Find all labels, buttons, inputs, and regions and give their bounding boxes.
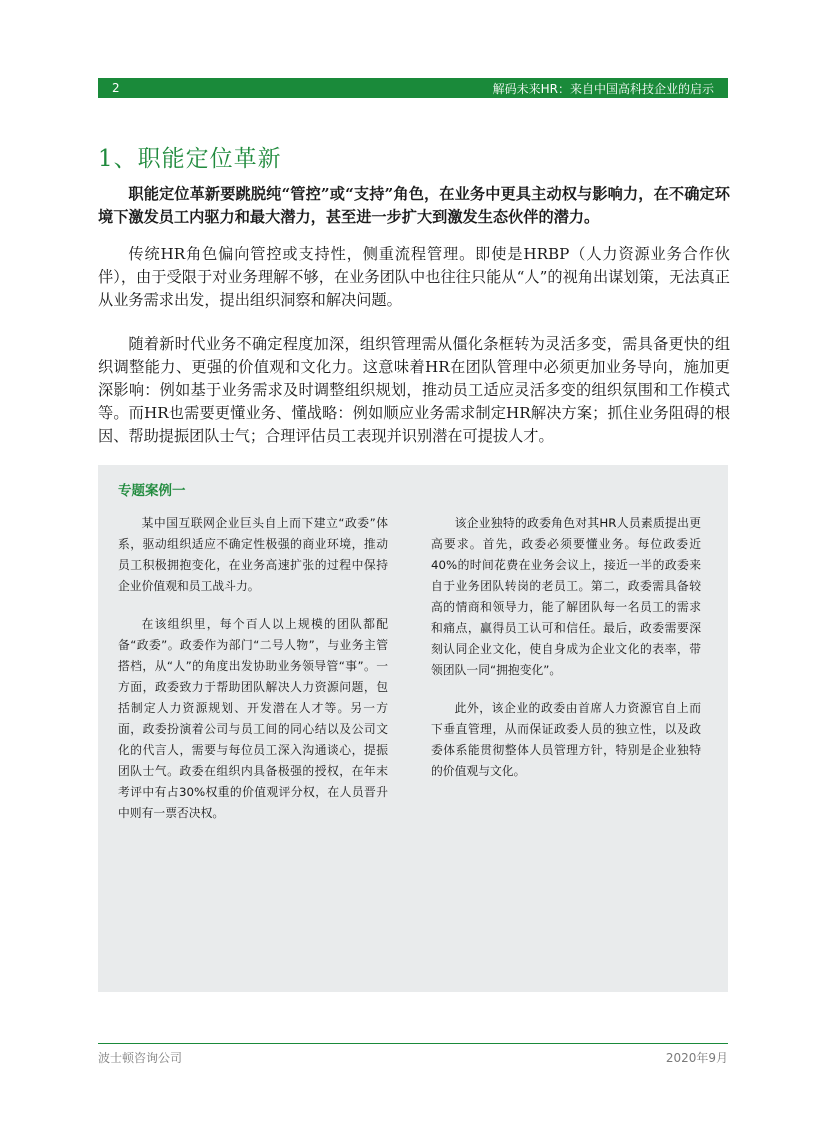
page-number: 2 — [112, 81, 120, 95]
footer-divider — [98, 1043, 728, 1044]
lead-paragraph: 职能定位革新要跳脱纯“管控”或“支持”角色，在业务中更具主动权与影响力，在不确定环境下激发员工内驱力和最大潜力，甚至进一步扩大到激发生态伙伴的潜力。 — [98, 185, 730, 226]
case-paragraph: 此外，该企业的政委由首席人力资源官自上而下垂直管理，从而保证政委人员的独立性，以及政委体系能贯彻整体人员管理方针，特别是企业独特的价值观与文化。 — [431, 701, 701, 778]
footer-date: 2020年9月 — [665, 1051, 728, 1065]
footer-publisher: 波士顿咨询公司 — [98, 1051, 183, 1065]
body-paragraph: 随着新时代业务不确定程度加深，组织管理需从僵化条框转为灵活多变，需具备更快的组织调整能力、更强的价值观和文化力。这意味着HR在团队管理中必须更加业务导向，施加更深影响：例如基于业务需求及时调整组织规划，推动员工适应灵活多变的组织氛围和工作模式等。而HR也需要更懂业务、懂战略：例如顺应业务需求制定HR解决方案；抓住业务阻碍的根因、帮助提振团队士气；合理评估员工表现并识别潜在可提拔人才。 — [98, 335, 730, 445]
section-title: 1、职能定位革新 — [98, 146, 282, 172]
case-study-right-column — [431, 513, 701, 799]
case-study-box — [98, 465, 728, 992]
header-bar — [98, 78, 728, 98]
case-paragraph: 某中国互联网企业巨头自上而下建立“政委”体系，驱动组织适应不确定性极强的商业环境，推动员工积极拥抱变化，在业务高速扩张的过程中保持企业价值观和员工战斗力。 — [118, 516, 388, 593]
body-paragraph: 传统HR角色偏向管控或支持性，侧重流程管理。即使是HRBP（人力资源业务合作伙伴），由于受限于对业务理解不够，在业务团队中也往往只能从“人”的视角出谋划策，无法真正从业务需求出发，提出组织洞察和解决问题。 — [98, 245, 730, 309]
case-paragraph: 在该组织里，每个百人以上规模的团队都配备“政委”。政委作为部门“二号人物”，与业务主管搭档，从“人”的角度出发协助业务领导管“事”。一方面，政委致力于帮助团队解决人力资源问题，包括制定人力资源规划、开发潜在人才等。另一方面，政委扮演着公司与员工间的同心结以及公司文化的代言人，需要与每位员工深入沟通谈心，提振团队士气。政委在组织内具备极强的授权，在年末考评中有占30%权重的价值观评分权，在人员晋升中则有一票否决权。 — [118, 617, 388, 820]
case-paragraph: 该企业独特的政委角色对其HR人员素质提出更高要求。首先，政委必须要懂业务。每位政委近40%的时间花费在业务会议上，接近一半的政委来自于业务团队转岗的老员工。第二，政委需具备较高的情商和领导力，能了解团队每一名员工的需求和痛点，赢得员工认可和信任。最后，政委需要深刻认同企业文化，使自身成为企业文化的表率，带领团队一同“拥抱变化”。 — [431, 516, 701, 677]
case-study-left-column — [118, 513, 388, 841]
running-title: 解码未来HR：来自中国高科技企业的启示 — [492, 81, 714, 96]
case-study-title: 专题案例一 — [118, 483, 186, 499]
